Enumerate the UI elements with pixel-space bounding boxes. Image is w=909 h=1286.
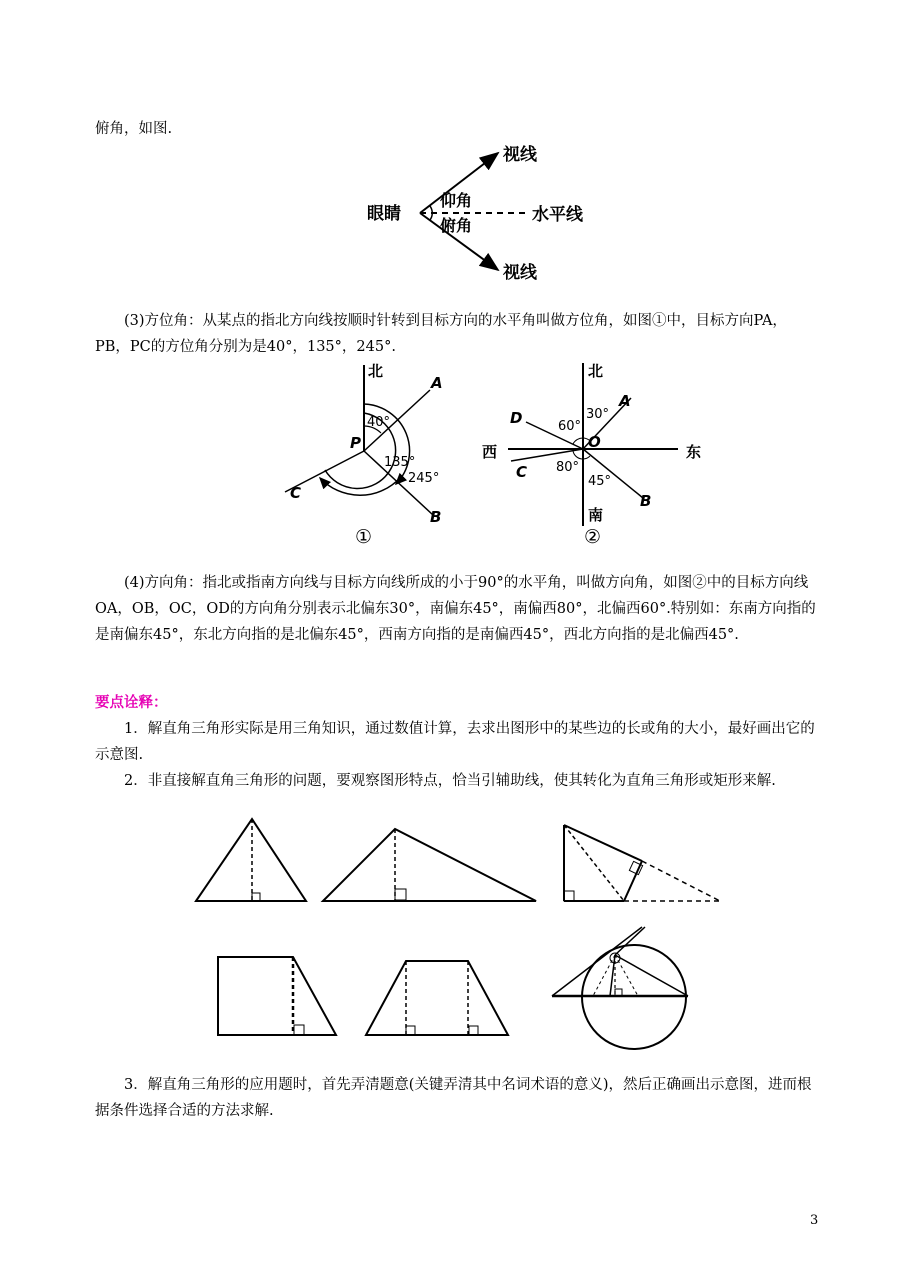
west-label: 西 [482,443,498,461]
depression-label: 俯角 [440,216,473,235]
point-b-label: B [640,492,652,510]
auxiliary-line-figures [190,815,730,1065]
key-points-title: 要点诠释： [95,695,168,711]
angle-45-label: 45° [588,474,612,489]
point-b-label: B [430,508,442,526]
elevation-label: 仰角 [440,191,473,210]
north-label: 北 [368,362,384,380]
angle-60-label: 60° [558,419,582,434]
bearing-paragraph: (3)方位角：从某点的指北方向线按顺时针转到目标方向的水平角叫做方位角，如图①中，目标方向PA，PB，PC的方位角分别为是40°，135°，245°. [95,313,787,355]
point-1: 1．解直角三角形实际是用三角知识，通过数值计算，去求出图形中的某些边的长或角的大小，最好画出它的示意图. [95,721,815,763]
circle-triangle [552,927,688,1049]
south-label: 南 [588,506,604,524]
angle-245-label: 245° [408,471,440,486]
point-a-label: A [431,374,443,392]
intro-text: 俯角，如图. [95,121,173,137]
angle-30-label: 30° [586,407,610,422]
point-o-label: O [588,433,601,451]
direction-paragraph: (4)方向角：指北或指南方向线与目标方向线所成的小于90°的水平角，叫做方向角，如图②中的目标方向线OA，OB，OC，OD的方向角分别表示北偏东30°，南偏东45°，南偏西80°，北偏西60°.特别如：东南方向指的是南偏东45°，东北方向指的是北偏东45°，西南方向指的是南偏西45°，西北方向指的是北偏西45°. [95,575,816,643]
point-a-label: A [619,392,631,410]
sight-top-label: 视线 [503,145,537,165]
figure-1-caption: ① [355,526,373,548]
isosceles-triangle [196,819,306,901]
isosceles-trapezoid [366,961,508,1035]
horizontal-label: 水平线 [532,205,583,225]
angle-135-label: 135° [384,455,416,470]
point-c-label: C [516,463,528,481]
point-2: 2．非直接解直角三角形的问题，要观察图形特点，恰当引辅助线，使其转化为直角三角形或矩形来解. [124,773,776,789]
bearing-figure-1 [280,360,460,550]
scalene-triangle [323,829,536,901]
eye-label: 眼睛 [367,204,401,224]
east-label: 东 [686,443,702,461]
sight-line-figure [360,140,600,285]
point-c-label: C [290,484,302,502]
page-number: 3 [810,1213,819,1228]
direction-figure-2 [478,358,718,550]
north-label: 北 [588,362,604,380]
sight-bottom-label: 视线 [503,263,537,283]
figure-2-caption: ② [584,526,602,548]
right-triangle-extended [564,825,720,901]
point-3: 3．解直角三角形的应用题时，首先弄清题意(关键弄清其中名词术语的意义)，然后正确画出示意图，进而根据条件选择合适的方法求解. [95,1077,812,1119]
point-d-label: D [510,409,523,427]
angle-40-label: 40° [367,415,391,430]
right-trapezoid [218,957,336,1035]
point-p-label: P [350,434,361,452]
angle-80-label: 80° [556,460,580,475]
